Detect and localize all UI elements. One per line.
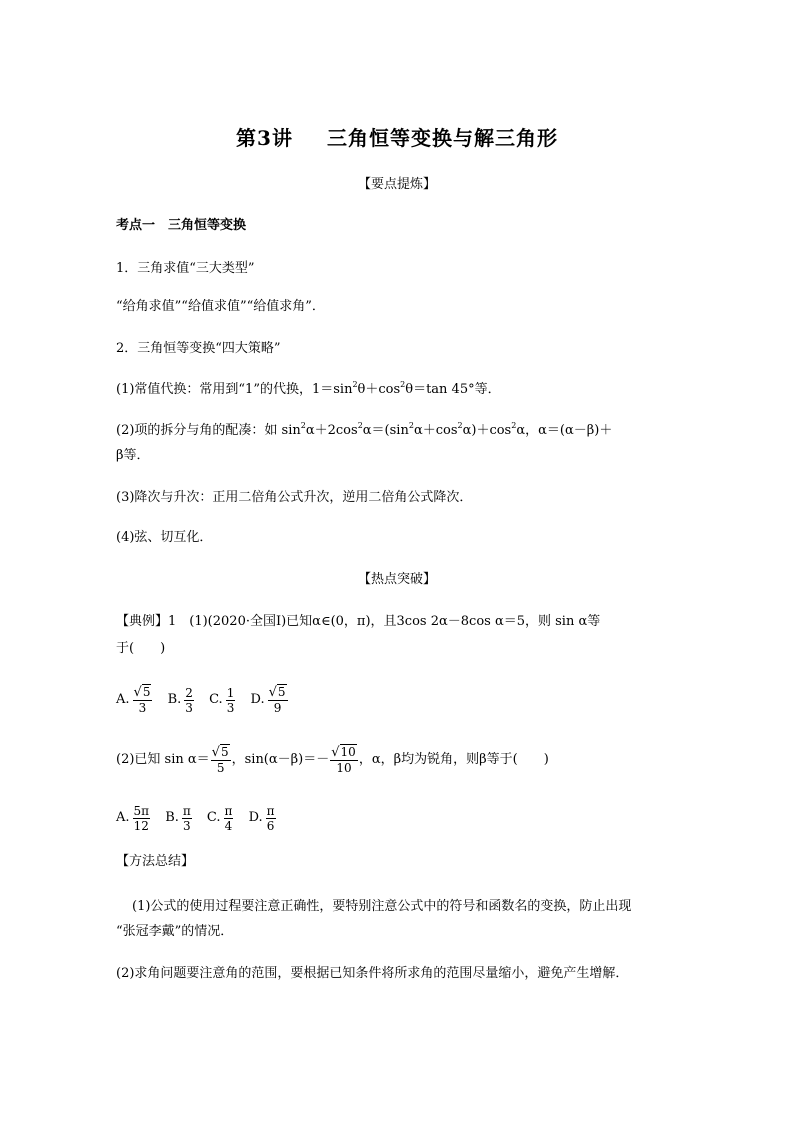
exam-point-heading: 考点一 三角恒等变换: [116, 218, 247, 233]
option-a: A. $\frac{5\pi}{12}$: [116, 803, 150, 833]
paragraph-7: (4)弦、切互化．: [116, 530, 213, 545]
fraction: $\frac{\pi}{3}$: [182, 803, 191, 833]
option-b: B. $\frac{\pi}{3}$: [165, 803, 191, 833]
example-1-stem-cont: 于( ): [116, 641, 166, 656]
method-point-1: (1)公式的使用过程要注意正确性，要特别注意公式中的符号和函数名的变换，防止出现: [132, 899, 632, 914]
paragraph-3: 2．三角恒等变换“四大策略”: [116, 341, 281, 356]
fraction: $\frac{\pi}{6}$: [266, 803, 275, 833]
method-point-2: (2)求角问题要注意角的范围，要根据已知条件将所求角的范围尽量缩小，避免产生增解．: [116, 966, 629, 981]
option-a: A. $\frac{√5}{3}$: [116, 685, 151, 715]
example-2-stem: (2)已知 sin α＝ $\frac{√5}{5}$ ，sin(α－β)＝－ $\frac{√10}{10}$ ，α，β均为锐角，则β等于( ): [116, 744, 549, 775]
lesson-topic: 三角恒等变换与解三角形: [326, 126, 558, 150]
paragraph-2: “给角求值”“给值求值”“给值求角”．: [116, 299, 325, 314]
example-2-options: [116, 798, 287, 838]
fraction: $\frac{1}{3}$: [226, 685, 235, 715]
fraction: $\frac{√5}{9}$: [268, 685, 286, 715]
paragraph-6: (3)降次与升次：正用二倍角公式升次，逆用二倍角公式降次．: [116, 490, 473, 505]
fraction: $\frac{5\pi}{12}$: [133, 803, 150, 833]
method-summary-heading: 【方法总结】: [116, 854, 195, 869]
option-b: B. $\frac{2}{3}$: [167, 685, 193, 715]
fraction: $\frac{\pi}{4}$: [224, 803, 233, 833]
fraction: $\frac{√5}{3}$: [133, 685, 151, 715]
option-d: D. $\frac{\pi}{6}$: [248, 803, 275, 833]
fraction: $\frac{√5}{5}$: [211, 744, 229, 775]
lesson-number: 第3讲: [236, 126, 293, 150]
example-1-options: [116, 680, 299, 720]
paragraph-1: 1．三角求值“三大类型”: [116, 261, 255, 276]
option-c: C. $\frac{1}{3}$: [209, 685, 235, 715]
fraction: $\frac{2}{3}$: [185, 685, 193, 715]
paragraph-4: (1)常值代换：常用到“1”的代换，$1=\sin^2\theta+\cos^2\theta=\tan$ 45°等．: [116, 380, 501, 397]
option-d: D. $\frac{√5}{9}$: [250, 685, 286, 715]
section-heading-key-points: 【要点提炼】: [357, 177, 436, 192]
example-1-stem: 【典例】1 (1)(2020·全国Ⅰ)已知α∈(0，π)，且3cos 2α－8cos α＝5，则 sin α等: [116, 614, 601, 629]
paragraph-5-cont: β等．: [116, 448, 150, 463]
paragraph-5: (2)项的拆分与角的配凑：如 $\sin^2\alpha+2\cos^2\alpha=(\sin^2\alpha+\cos^2\alpha)+\cos^2\alpha$，α＝(α－β)＋: [116, 421, 613, 438]
page-title: [0, 122, 794, 151]
method-point-1-cont: “张冠李戴”的情况．: [116, 924, 234, 939]
option-c: C. $\frac{\pi}{4}$: [206, 803, 233, 833]
fraction: $\frac{√10}{10}$: [331, 744, 356, 775]
section-heading-hot-points: 【热点突破】: [357, 572, 436, 587]
